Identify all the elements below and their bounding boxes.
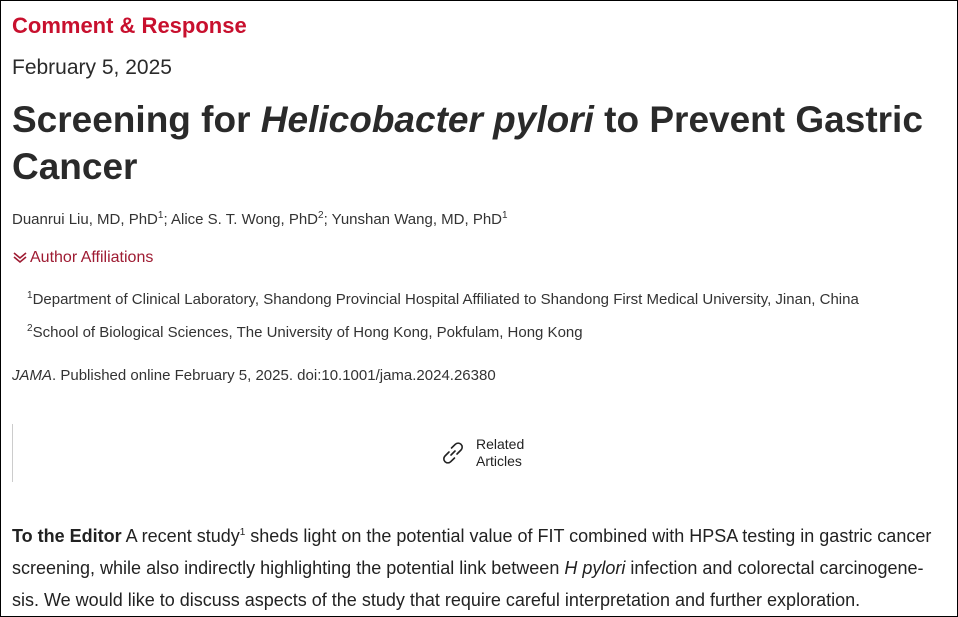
author-affiliation-sup: 2 (318, 210, 324, 221)
reference-link[interactable]: 1 (239, 527, 246, 538)
link-icon (438, 438, 468, 468)
author-name[interactable]: Duanrui Liu, MD, PhD (12, 211, 158, 228)
author-affiliations-toggle[interactable] (12, 249, 153, 267)
related-articles-label: Related Articles (476, 436, 525, 469)
citation (12, 367, 496, 384)
article-title (12, 96, 942, 190)
journal-name: JAMA (12, 367, 53, 384)
author-name[interactable]: Alice S. T. Wong, PhD (170, 211, 318, 228)
affiliation-text: Department of Clinical Laboratory, Shandong Provincial Hospital Affiliated to Shandong First Medical University, Jinan, China (32, 291, 859, 308)
affiliation-item (27, 324, 583, 341)
author-affiliation-sup: 1 (502, 210, 508, 221)
body-text-2: sheds light on the potential value of FIT combined with HPSA testing in gastric cancer screening, while also indirectly highlighting the potential link between (12, 526, 932, 578)
affiliation-text: School of Biological Sciences, The University of Hong Kong, Pokfulam, Hong Kong (32, 324, 583, 341)
body-italic: H pylori (564, 558, 626, 578)
title-part-2: to Prevent Gastric Cancer (12, 99, 923, 187)
affiliation-item (27, 291, 859, 308)
affiliation-sup: 1 (27, 290, 33, 301)
body-paragraph (12, 520, 947, 616)
section-label[interactable]: Comment & Response (12, 13, 247, 38)
publication-date: February 5, 2025 (12, 56, 172, 79)
author-name[interactable]: Yunshan Wang, MD, PhD (331, 211, 503, 228)
author-affiliations-label: Author Affiliations (30, 249, 154, 266)
related-divider (12, 424, 13, 482)
title-part-1: Screening for (12, 99, 261, 140)
author-affiliation-sup: 1 (157, 210, 164, 221)
related-articles-button[interactable] (438, 436, 536, 470)
body-text-3: infection and colorectal carcinogene-sis. We would like to discuss aspects of the study that require careful interpretation and further exploration. (12, 558, 924, 610)
author-separator: ; (163, 211, 171, 228)
author-separator: ; (323, 211, 332, 228)
double-chevron-down-icon (12, 251, 28, 265)
author-list (12, 211, 508, 228)
body-text-1: A recent study (121, 526, 240, 546)
body-lead: To the Editor (12, 526, 122, 546)
affiliation-sup: 2 (27, 323, 33, 334)
title-italic: Helicobacter pylori (260, 99, 594, 140)
citation-text: . Published online February 5, 2025. doi:10.1001/jama.2024.26380 (52, 367, 496, 384)
